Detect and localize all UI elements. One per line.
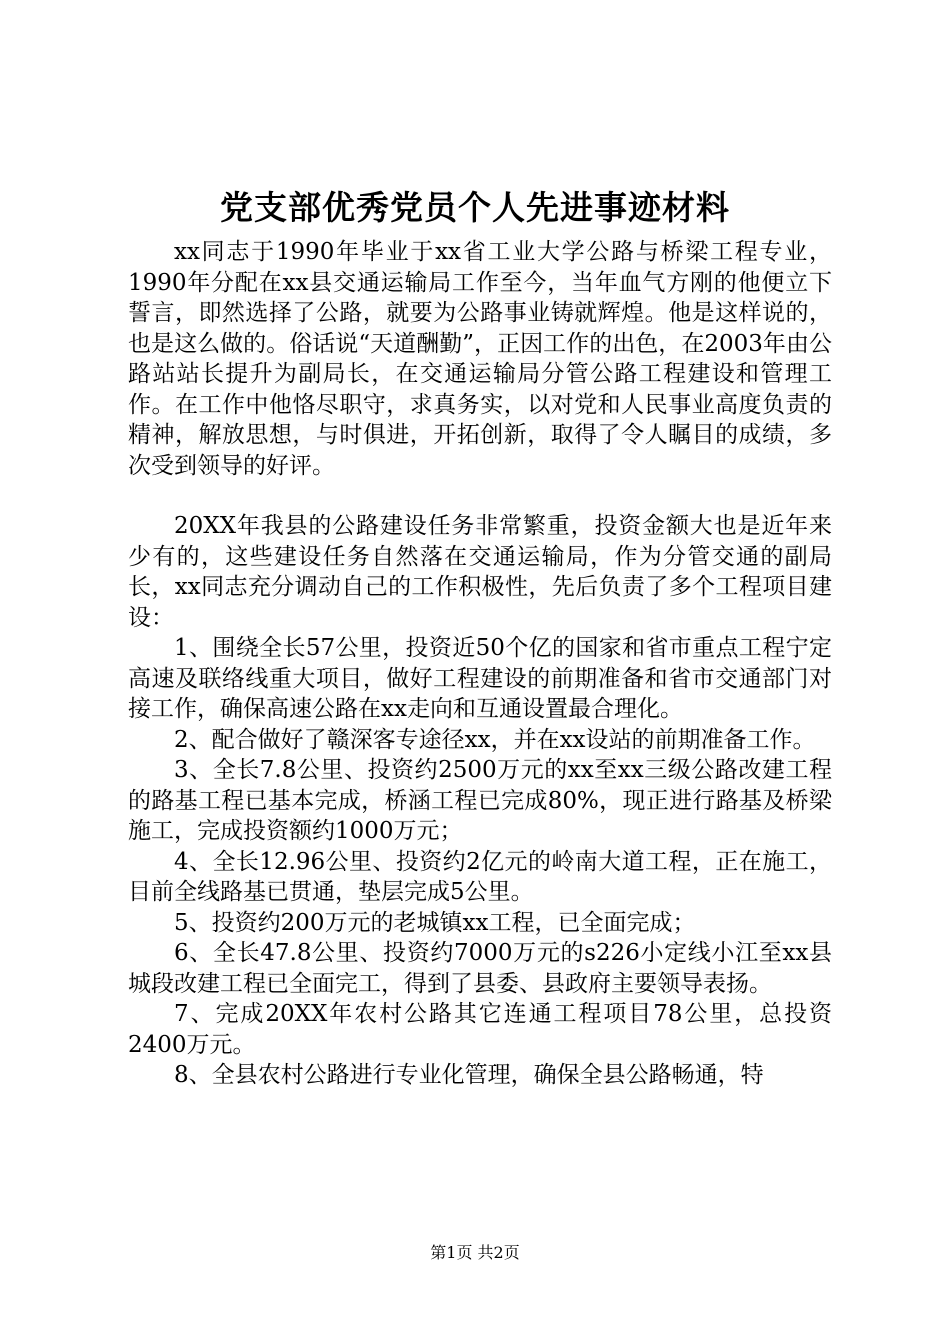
paragraph-intro: xx同志于1990年毕业于xx省工业大学公路与桥梁工程专业，1990年分配在xx县交通运输局工作至今，当年血气方刚的他便立下誓言，即然选择了公路，就要为公路事业铸就辉煌。他是这样说的，也是这么做的。俗话说“天道酬勤”，正因工作的出色，在2003年由公路站站长提升为副局长，在交通运输局分管公路工程建设和管理工作。在工作中他恪尽职守，求真务实，以对党和人民事业高度负责的精神，解放思想，与时俱进，开拓创新，取得了令人瞩目的成绩，多次受到领导的好评。 bbox=[128, 239, 832, 479]
document-body bbox=[128, 237, 832, 1091]
paragraph-projects-intro: 20XX年我县的公路建设任务非常繁重，投资金额大也是近年来少有的，这些建设任务自然落在交通运输局，作为分管交通的副局长，xx同志充分调动自己的工作积极性，先后负责了多个工程项目建设： bbox=[128, 513, 832, 631]
paragraph-item-4: 4、全长12.96公里、投资约2亿元的岭南大道工程，正在施工，目前全线路基已贯通，垫层完成5公里。 bbox=[128, 848, 832, 905]
document-title: 党支部优秀党员个人先进事迹材料 bbox=[220, 188, 730, 227]
paragraph-item-6: 6、全长47.8公里、投资约7000万元的s226小定线小江至xx县城段改建工程已全面完工，得到了县委、县政府主要领导表扬。 bbox=[128, 940, 832, 997]
paragraph-item-3: 3、全长7.8公里、投资约2500万元的xx至xx三级公路改建工程的路基工程已基本完成，桥涵工程已完成80%，现正进行路基及桥梁施工，完成投资额约1000万元； bbox=[128, 757, 832, 844]
paragraph-item-7: 7、完成20XX年农村公路其它连通工程项目78公里，总投资2400万元。 bbox=[128, 1001, 832, 1058]
paragraph-item-2: 2、配合做好了赣深客专途径xx，并在xx设站的前期准备工作。 bbox=[174, 726, 816, 753]
paragraph-item-8: 8、全县农村公路进行专业化管理，确保全县公路畅通，特 bbox=[174, 1062, 764, 1088]
page-footer: 第1页 共2页 bbox=[430, 1243, 520, 1262]
paragraph-item-1: 1、围绕全长57公里，投资近50个亿的国家和省市重点工程宁定高速及联络线重大项目，做好工程建设的前期准备和省市交通部门对接工作，确保高速公路在xx走向和互通设置最合理化。 bbox=[128, 635, 832, 722]
paragraph-item-5: 5、投资约200万元的老城镇xx工程，已全面完成； bbox=[174, 909, 696, 936]
